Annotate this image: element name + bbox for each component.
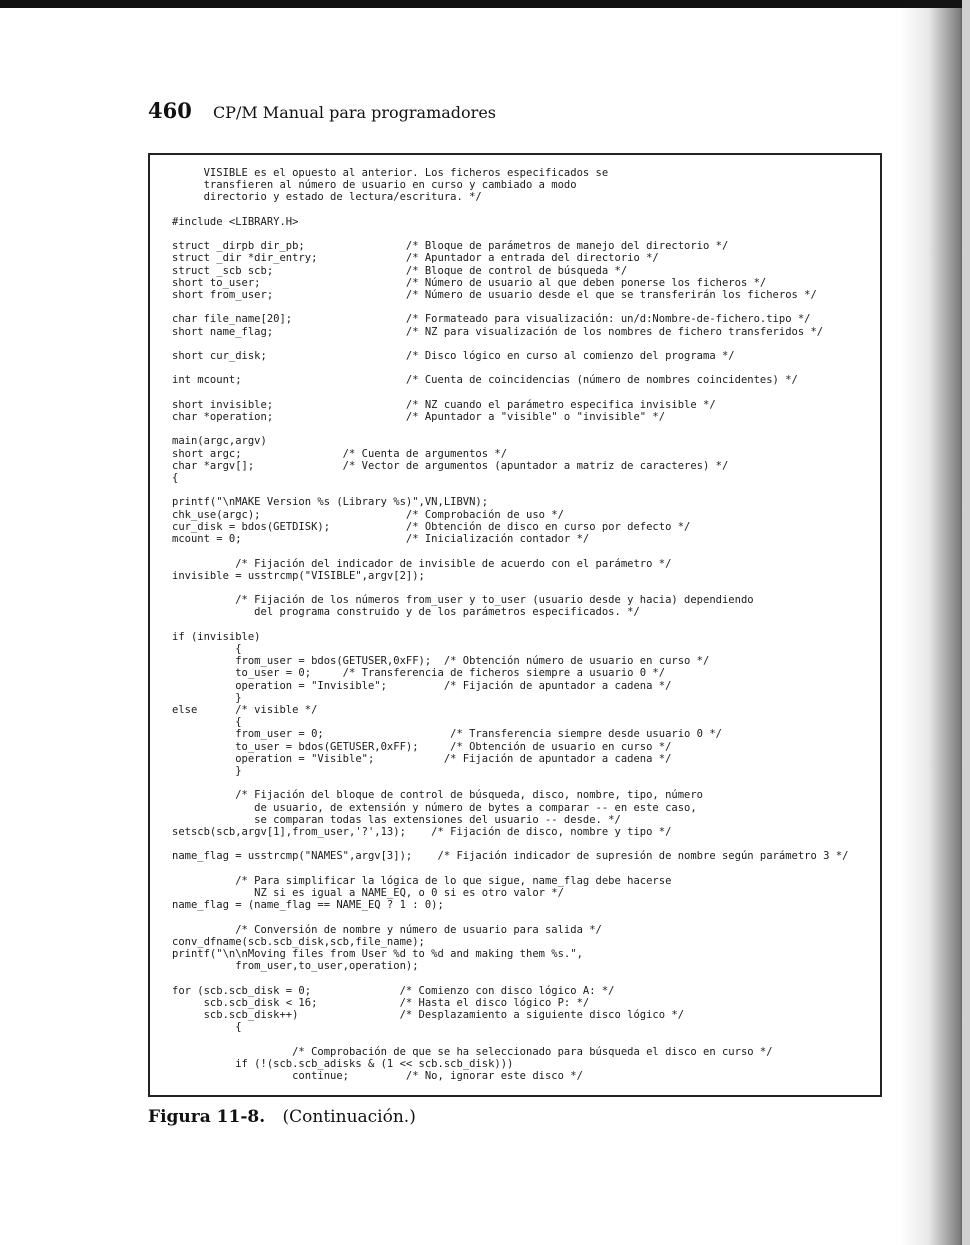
code-line: /* Fijación del bloque de control de búsqueda, disco, nombre, tipo, número [172, 789, 704, 802]
figure-label: Figura 11-8. [148, 1107, 266, 1127]
code-line: struct _dirpb dir_pb; /* Bloque de parámetros de manejo del directorio */ [172, 240, 729, 253]
code-line: NZ si es igual a NAME_EQ, o 0 si es otro valor */ [172, 886, 564, 899]
code-line: scb.scb_disk++) /* Desplazamiento a siguiente disco lógico */ [172, 1009, 685, 1022]
top-edge-shadow [0, 0, 970, 8]
code-line: VISIBLE es el opuesto al anterior. Los ficheros especificados se [172, 167, 609, 179]
code-line: /* Fijación del indicador de invisible de acuerdo con el parámetro */ [172, 557, 672, 570]
code-line: operation = "Visible"; /* Fijación de apuntador a cadena */ [172, 752, 672, 765]
code-line: from_user,to_user,operation); [172, 960, 419, 973]
code-line: int mcount; /* Cuenta de coincidencias (número de nombres coincidentes) */ [172, 374, 798, 387]
code-line: #include <LIBRARY.H> [172, 215, 299, 228]
code-line: else /* visible */ [172, 703, 318, 716]
code-line: from_user = bdos(GETUSER,0xFF); /* Obtención número de usuario en curso */ [172, 655, 710, 668]
book-title: CP/M Manual para programadores [212, 103, 496, 122]
code-line: if (!(scb.scb_adisks & (1 << scb.scb_disk))) [172, 1057, 514, 1070]
book-binding-shadow [900, 0, 970, 1245]
page-edge [962, 0, 970, 1245]
code-line: short argc; /* Cuenta de argumentos */ [172, 447, 508, 460]
figure-caption-text: (Continuación.) [282, 1107, 416, 1127]
code-line: del programa construido y de los parámetros especificados. */ [172, 606, 640, 619]
code-line: cur_disk = bdos(GETDISK); /* Obtención de disco en curso por defecto */ [172, 520, 691, 533]
code-line: short to_user; /* Número de usuario al que deben ponerse los ficheros */ [172, 276, 767, 289]
code-line: /* Comprobación de que se ha seleccionado para búsqueda el disco en curso */ [172, 1045, 773, 1058]
code-line: { [172, 1021, 242, 1034]
code-line: to_user = bdos(GETUSER,0xFF); /* Obtención de usuario en curso */ [172, 740, 672, 753]
code-line: name_flag = usstrcmp("NAMES",argv[3]); /* Fijación indicador de supresión de nombre según parámetro 3 */ [172, 850, 849, 863]
code-line: /* Conversión de nombre y número de usuario para salida */ [172, 923, 602, 936]
code-line: struct _dir *dir_entry; /* Apuntador a entrada del directorio */ [172, 252, 659, 265]
code-line: printf("\nMAKE Version %s (Library %s)",VN,LIBVN); [172, 496, 489, 509]
code-line: for (scb.scb_disk = 0; /* Comienzo con disco lógico A: */ [172, 984, 615, 997]
code-line: invisible = usstrcmp("VISIBLE",argv[2]); [172, 569, 425, 582]
code-listing-frame [148, 153, 882, 1097]
code-line: mcount = 0; /* Inicialización contador */ [172, 533, 590, 546]
code-line: printf("\n\nMoving files from User %d to %d and making them %s.", [172, 948, 583, 960]
code-line: name_flag = (name_flag == NAME_EQ ? 1 : 0); [172, 899, 444, 912]
code-line: de usuario, de extensión y número de bytes a comparar -- en este caso, [172, 801, 697, 814]
code-line: conv_dfname(scb.scb_disk,scb,file_name); [172, 935, 425, 948]
code-line: setscb(scb,argv[1],from_user,'?',13); /* Fijación de disco, nombre y tipo */ [172, 825, 672, 838]
code-line: /* Fijación de los números from_user y to_user (usuario desde y hacia) dependiendo [172, 594, 754, 607]
code-line: scb.scb_disk < 16; /* Hasta el disco lógico P: */ [172, 996, 590, 1009]
code-line: chk_use(argc); /* Comprobación de uso */ [172, 508, 564, 521]
code-line: operation = "Invisible"; /* Fijación de apuntador a cadena */ [172, 679, 672, 692]
code-line: to_user = 0; /* Transferencia de ficheros siempre a usuario 0 */ [172, 667, 666, 680]
code-line: se comparan todas las extensiones del usuario -- desde. */ [172, 813, 621, 826]
code-line: short name_flag; /* NZ para visualización de los nombres de fichero transferidos */ [172, 325, 824, 338]
code-line: short from_user; /* Número de usuario desde el que se transferirán los ficheros */ [172, 289, 817, 302]
code-line: char file_name[20]; /* Formateado para visualización: un/d:Nombre-de-fichero.tipo */ [172, 313, 811, 326]
page-header [148, 98, 496, 123]
code-line: directorio y estado de lectura/escritura. */ [172, 191, 482, 204]
code-listing [172, 167, 848, 1082]
code-line: transfieren al número de usuario en curso y cambiado a modo [172, 179, 577, 192]
code-line: from_user = 0; /* Transferencia siempre desde usuario 0 */ [172, 728, 722, 741]
code-line: } [172, 764, 242, 777]
code-line: } [172, 691, 242, 704]
code-line: main(argc,argv) [172, 435, 267, 448]
code-line: struct _scb scb; /* Bloque de control de búsqueda */ [172, 264, 628, 277]
page-number: 460 [148, 98, 192, 123]
code-line: /* Para simplificar la lógica de lo que sigue, name_flag debe hacerse [172, 874, 672, 887]
code-line: char *operation; /* Apuntador a "visible" o "invisible" */ [172, 411, 666, 424]
code-line: { [172, 716, 242, 729]
code-line: short invisible; /* NZ cuando el parámetro especifica invisible */ [172, 398, 716, 411]
code-line: continue; /* No, ignorar este disco */ [172, 1070, 583, 1083]
code-line: { [172, 642, 242, 655]
code-line: if (invisible) [172, 630, 261, 643]
code-line: short cur_disk; /* Disco lógico en curso al comienzo del programa */ [172, 350, 735, 363]
figure-caption [148, 1107, 416, 1127]
code-line: { [172, 472, 179, 485]
code-line: char *argv[]; /* Vector de argumentos (apuntador a matriz de caracteres) */ [172, 459, 729, 472]
